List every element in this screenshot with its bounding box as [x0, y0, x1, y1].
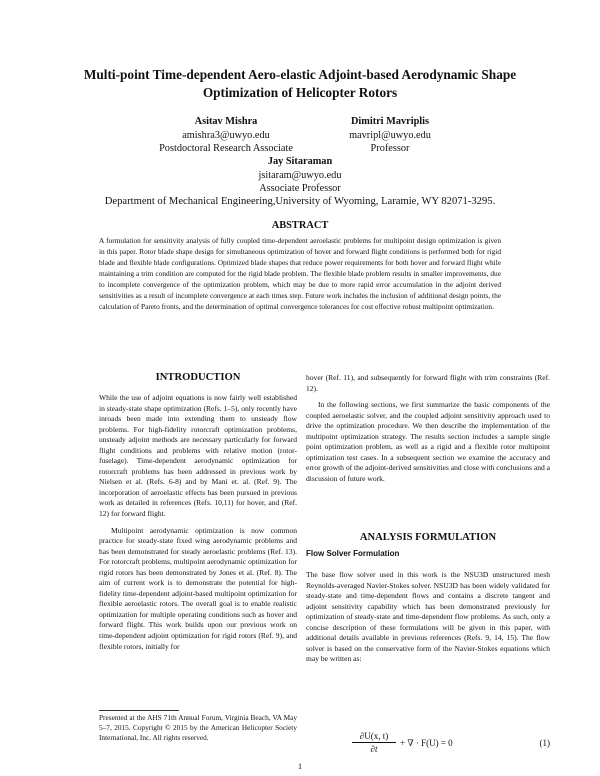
page-number: 1 — [297, 761, 303, 771]
author-name: Asitav Mishra — [194, 116, 258, 127]
affiliation: Department of Mechanical Engineering,University of Wyoming, Laramie, WY 82071-3295. — [104, 196, 496, 207]
equation-label: (1) — [539, 738, 550, 748]
equation-numerator: ∂U(x, t) — [352, 731, 396, 743]
footnote-rule — [99, 710, 179, 711]
author-2 — [320, 115, 460, 156]
abstract-text: A formulation for sensitivity analysis of fully coupled time-dependent aeroelastic problems for multipoint design optimization is given in this paper. Rotor blade shape design for simultaneous optimization of hover and forward flight conditions is performed both for rigid blade and flexible blade configurations. Optimized blade shapes that reduce power requirements for both hover and forward flight while maintaining a trim condition are computed for the rigid blade problem. The flexible blade problem results in smaller improvements, due to incomplete convergence of the optimization problem, which may be due to more rapid error accumulation in the adjoint derived sensitivities as a result of incomplete convergence at each times step. Future work includes the inclusion of additional design points, the calculation of Pareto fronts, and the determination of optimal convergence tolerances for cost effective robust multipoint optimization. — [99, 236, 501, 311]
author-email: amishra3@uwyo.edu — [182, 129, 270, 141]
title-line-2: Optimization of Helicopter Rotors — [202, 85, 398, 100]
left-column — [99, 393, 297, 652]
author-name: Dimitri Mavriplis — [350, 116, 430, 127]
author-name: Jay Sitaraman — [267, 156, 333, 167]
footnote: Presented at the AHS 71th Annual Forum, Virginia Beach, VA May 5–7, 2015. Copyright © 2015 by the American Helicopter Society International, Inc. All rights reserved. — [99, 713, 297, 743]
title-line-1: Multi-point Time-dependent Aero-elastic Adjoint-based Aerodynamic Shape — [83, 67, 517, 82]
intro-paragraph-3: In the following sections, we first summarize the basic components of the coupled aeroelastic solver, and the coupled adjoint sensitivity approach used to drive the optimization procedure. We then describe the implementation of the multipoint optimization strategy. The results section includes a sample single point optimization problem, as well as a rigid and a flexible rotor multipoint optimization test cases. In a subsequent section we examine the accuracy and error growth of the adjoint-derived sensitivities and close with conclusions and a discussion of future work. — [306, 400, 550, 483]
equation-fraction — [352, 731, 396, 754]
introduction-heading: INTRODUCTION — [155, 372, 241, 383]
intro-paragraph-1: While the use of adjoint equations is now fairly well established in steady-state shape optimization (Refs. 1–5), only recently have inroads been made into extending them to unsteady flow problems. For high-fidelity rotorcraft optimization problems, unsteady adjoint methods are necessary particularly for forward flight conditions and problems with relative motion (rotor-fuselage). Time-dependent aerodynamic optimization for rotorcraft problems has been addressed in previous work by Nielsen et al. (Refs. 6-8) and by Mani et. al. (Ref. 9). The incorporation of aeroelastic effects has been pursued in previous work as detailed in references (Refs. 10,11) for hover, and (Ref. 12) for forward flight. — [99, 393, 297, 519]
author-email: jsitaram@uwyo.edu — [258, 169, 342, 181]
right-column-top — [306, 373, 550, 484]
intro-paragraph-2: Multipoint aerodynamic optimization is now common practice for steady-state fixed wing aerodynamic problems and has been demonstrated for steady aeroelastic problems (Ref. 13). For rotorcraft problems, multipoint aerodynamic optimization for rigid rotors has been demonstrated by Jones et al. (Ref. 8). The aim of current work is to demonstrate the potential for high-fidelity time-dependent adjoint-based multipoint optimization for flexible aeroelastic rotors. The overall goal is to enable realistic optimization for multiple operating conditions such as hover and forward flight. This work builds upon our previous work on time-dependent adjoint optimization for rigid rotors (Ref. 9), and flexible rotors, initially for — [99, 525, 297, 651]
analysis-paragraph: The base flow solver used in this work is the NSU3D unstructured mesh Reynolds-averaged Navier-Stokes solver. NSU3D has been widely validated for steady-state and time-dependent flows and contains a discrete tangent and adjoint sensitivity capability which has been demonstrated previously for optimization of steady-state and time-dependent flow problems. As such, only a concise description of these formulations will be given in this paper, with additional details available in previous references (Refs. 9, 14, 15). The flow solver is based on the conservative form of the Navier-Stokes equations which may be written as: — [306, 570, 550, 664]
abstract-heading: ABSTRACT — [271, 220, 329, 231]
paper-title — [40, 66, 560, 102]
analysis-heading: ANALYSIS FORMULATION — [359, 532, 497, 543]
author-1 — [156, 115, 296, 156]
equation-denominator: ∂t — [370, 744, 378, 754]
author-3 — [220, 155, 380, 196]
intro-continuation: hover (Ref. 11), and subsequently for forward flight with trim constraints (Ref. 12). — [306, 373, 550, 393]
equation-1 — [310, 731, 550, 761]
equation-body: + ∇ · F(U) = 0 — [400, 738, 453, 748]
author-role: Postdoctoral Research Associate — [159, 143, 293, 155]
author-email: mavripl@uwyo.edu — [349, 129, 431, 141]
author-role: Professor — [370, 143, 410, 155]
flow-solver-subheading: Flow Solver Formulation — [306, 549, 400, 558]
author-role: Associate Professor — [259, 183, 341, 195]
